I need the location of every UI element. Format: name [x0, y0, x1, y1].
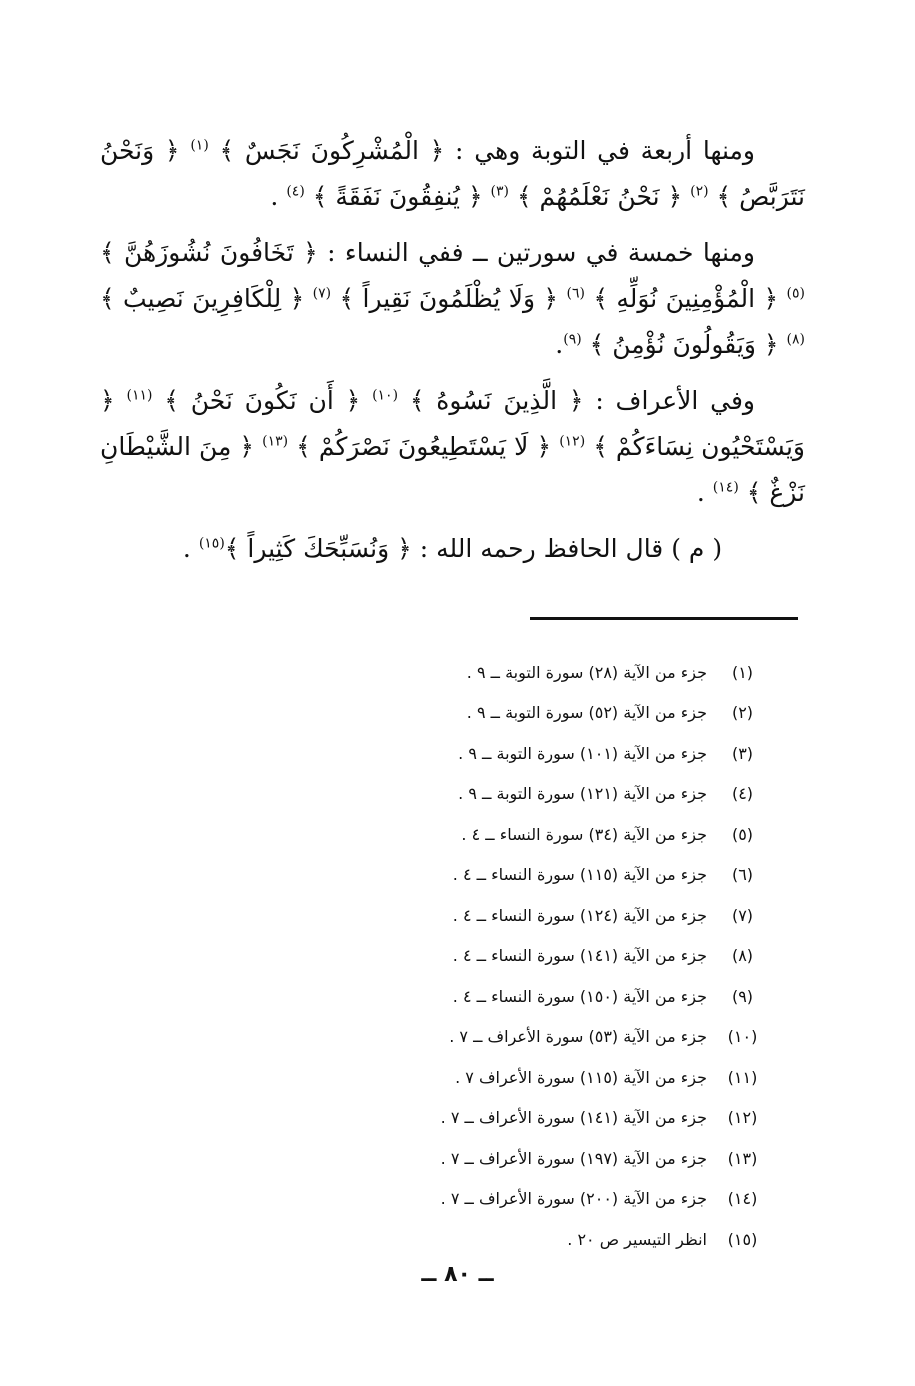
footnote-number: (١١) [727, 1067, 758, 1087]
footnote-number: (١٥) [727, 1229, 758, 1249]
footnote-marker: (٥) [786, 285, 805, 302]
text-run: ﴿ وَيَقُولُونَ نُؤْمِنُ ﴾ [581, 330, 787, 359]
footnote-text: جزء من الآية (١٢١) سورة التوبة ــ ٩ . [458, 784, 707, 804]
footnote-marker: (١٠) [372, 387, 399, 404]
footnote-item [350, 895, 770, 936]
footnote-text: جزء من الآية (٢٨) سورة التوبة ــ ٩ . [466, 662, 707, 682]
footnotes-list [350, 652, 770, 1260]
text-run: ﴿ يُنفِقُونَ نَفَقَةً ﴾ [304, 182, 491, 211]
footnote-number: (٥) [731, 824, 754, 844]
footnote-item [350, 1179, 770, 1220]
footnote-text: جزء من الآية (١١٥) سورة الأعراف ٧ . [455, 1067, 707, 1087]
footnote-number: (٨) [731, 946, 754, 966]
text-run: ﴿ وَنَحْنُ نَتَرَبَّصُ ﴾ [100, 136, 805, 211]
footnote-item [350, 1057, 770, 1098]
text-run: ( م ) قال الحافظ رحمه الله : ﴿ وَنُسَبِّحَكَ كَثِيراً ﴾ [224, 534, 723, 563]
paragraph-araf [100, 378, 805, 516]
footnote-marker: (١٤) [712, 479, 739, 496]
footnote-number: (١٤) [727, 1189, 758, 1209]
footnote-separator [530, 617, 798, 620]
footnote-number: (٧) [731, 905, 754, 925]
footnote-text: جزء من الآية (٢٠٠) سورة الأعراف ــ ٧ . [440, 1189, 707, 1209]
paragraph-tawbah [100, 128, 805, 220]
footnote-number: (٢) [731, 703, 754, 723]
text-run: ﴿ أَن نَكُونَ نَحْنُ ﴾ [152, 386, 373, 415]
footnote-text: جزء من الآية (١٩٧) سورة الأعراف ــ ٧ . [440, 1148, 707, 1168]
footnote-text: جزء من الآية (٣٤) سورة النساء ــ ٤ . [461, 824, 707, 844]
footnote-number: (٦) [731, 865, 754, 885]
footnote-item [350, 1138, 770, 1179]
footnote-text: جزء من الآية (٥٣) سورة الأعراف ــ ٧ . [449, 1027, 707, 1047]
footnote-text: جزء من الآية (٥٢) سورة التوبة ــ ٩ . [466, 703, 707, 723]
footnote-marker: (٨) [786, 331, 805, 348]
footnote-text: جزء من الآية (١٤١) سورة النساء ــ ٤ . [452, 946, 707, 966]
footnote-text: جزء من الآية (١٢٤) سورة النساء ــ ٤ . [452, 905, 707, 925]
text-run: . [182, 534, 199, 563]
footnote-item [350, 1219, 770, 1260]
footnote-item [350, 774, 770, 815]
text-run: ﴿ وَلَا يُظْلَمُونَ نَقِيراً ﴾ [331, 284, 567, 313]
footnote-item [350, 814, 770, 855]
footnote-text: جزء من الآية (١٥٠) سورة النساء ــ ٤ . [452, 986, 707, 1006]
footnote-marker: (١٣) [262, 433, 289, 450]
footnote-number: (١٠) [727, 1027, 758, 1047]
footnote-marker: (٣) [490, 183, 510, 200]
footnote-text: انظر التيسير ص ٢٠ . [567, 1229, 707, 1249]
footnote-marker: (١١) [126, 387, 153, 404]
footnote-number: (١٢) [727, 1108, 758, 1128]
main-text [100, 128, 805, 582]
text-run: ﴿ الْمُؤْمِنِينَ نُوَلِّهِ ﴾ [584, 284, 787, 313]
footnote-marker: (١٥) [198, 535, 225, 552]
footnote-item [350, 936, 770, 977]
text-run: ﴿ لِلْكَافِرِينَ نَصِيبٌ ﴾ [100, 284, 313, 313]
footnote-number: (١) [731, 662, 754, 682]
page-number: ــ ٨٠ ــ [421, 1262, 494, 1287]
footnote-item [350, 855, 770, 896]
text-run: ﴿ لَا يَسْتَطِيعُونَ نَصْرَكُمْ ﴾ [288, 432, 560, 461]
text-run: . [696, 478, 713, 507]
footnote-item [350, 976, 770, 1017]
footnote-item [350, 1017, 770, 1058]
footnote-text: جزء من الآية (١١٥) سورة النساء ــ ٤ . [452, 865, 707, 885]
footnote-number: (٤) [731, 784, 754, 804]
footnote-marker: (٤) [286, 183, 305, 200]
footnote-text: جزء من الآية (١٤١) سورة الأعراف ــ ٧ . [440, 1108, 707, 1128]
footnote-item [350, 652, 770, 693]
footnote-text: جزء من الآية (١٠١) سورة التوبة ــ ٩ . [458, 743, 707, 763]
text-run: . [270, 182, 287, 211]
hafiz-quote-line [100, 526, 805, 572]
footnote-marker: (٩) [563, 331, 582, 348]
footnote-marker: (١٢) [559, 433, 586, 450]
footnote-marker: (٢) [690, 183, 709, 200]
text-run: وفي الأعراف : ﴿ الَّذِينَ نَسُوهُ ﴾ [398, 386, 755, 415]
text-run: . [555, 330, 564, 359]
text-run: ﴿ مِنَ الشَّيْطَانِ نَزْغٌ ﴾ [100, 432, 805, 507]
footnote-item [350, 1098, 770, 1139]
paragraph-nisa [100, 230, 805, 368]
text-run: ﴿ وَيَسْتَحْيُون نِسَاءَكُمْ ﴾ [100, 386, 805, 461]
footnote-number: (٣) [731, 743, 754, 763]
text-run: ﴿ نَحْنُ نَعْلَمُهُمْ ﴾ [509, 182, 691, 211]
footnote-number: (١٣) [727, 1148, 758, 1168]
footnote-marker: (١) [190, 137, 209, 154]
footnote-number: (٩) [731, 986, 754, 1006]
text-run: ومنها أربعة في التوبة وهي : ﴿ الْمُشْرِكُونَ نَجَسٌ ﴾ [208, 136, 755, 165]
footnote-item [350, 733, 770, 774]
footnote-marker: (٧) [312, 285, 332, 302]
footnote-item [350, 693, 770, 734]
footnote-marker: (٦) [566, 285, 585, 302]
text-run: ومنها خمسة في سورتين ــ ففي النساء : ﴿ تَخَافُونَ نُشُوزَهُنَّ ﴾ [100, 238, 755, 267]
